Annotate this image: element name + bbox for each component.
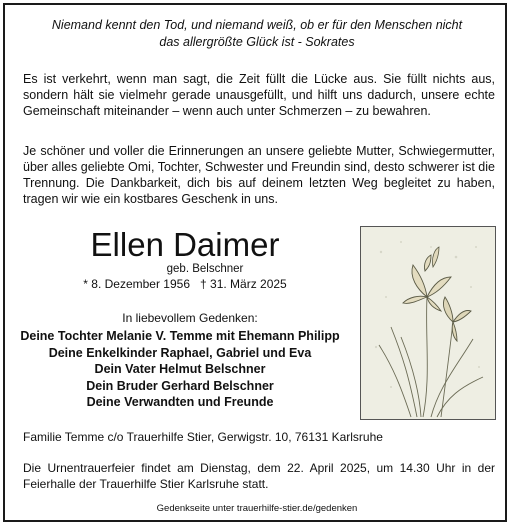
deceased-name: Ellen Daimer <box>90 226 280 263</box>
gedenken-label: In liebevollem Gedenken: <box>122 311 258 325</box>
survivor-line: Dein Bruder Gerhard Belschner <box>86 378 274 393</box>
quote <box>5 17 509 51</box>
survivor-line: Deine Verwandten und Freunde <box>86 395 274 409</box>
survivor-line: Deine Enkelkinder Raphael, Gabriel und Eva <box>48 345 312 360</box>
family-address: Familie Temme c/o Trauerhilfe Stier, Gerwigstr. 10, 76131 Karlsruhe <box>23 430 383 444</box>
quote-line-2: das allergrößte Glück ist - Sokrates <box>159 35 355 49</box>
maiden-name: geb. Belschner <box>166 263 244 275</box>
paragraph-2: Je schöner und voller die Erinnerungen an unsere geliebte Mutter, Schwiegermutter, über alles geliebte Omi, Tochter, Schwester und Freundin sind, desto schwerer ist die Trennung. Die Dankbarkeit, dich bis auf deinem letzten Weg begleitet zu haben, tragen wir wie ein kostbares Geschenk in uns. <box>23 144 495 206</box>
obituary-frame <box>3 3 507 522</box>
birth-date: * 8. Dezember 1956 <box>83 277 190 291</box>
quote-line-1: Niemand kennt den Tod, und niemand weiß, ob er für den Menschen nicht <box>51 18 463 32</box>
survivor-line: Dein Vater Helmut Belschner <box>94 362 266 376</box>
paragraph-1: Es ist verkehrt, wenn man sagt, die Zeit füllt die Lücke aus. Sie füllt nichts aus, sondern hält sie vielmehr gerade unausgefüllt, und hilft uns dadurch, unsere echte Gemeinschaft miteinander – wenn auch unter Schmerzen – zu bewahren. <box>23 72 495 118</box>
funeral-notice: Die Urnentrauerfeier findet am Dienstag, dem 22. April 2025, um 14.30 Uhr in der Feierhalle der Trauerhilfe Stier Karlsruhe statt. <box>23 461 495 491</box>
iris-flower-drawing-icon <box>360 226 496 420</box>
survivors-list <box>20 328 340 411</box>
life-dates <box>45 277 325 291</box>
survivor-line: Deine Tochter Melanie V. Temme mit Ehemann Philipp <box>20 329 340 343</box>
death-date: † 31. März 2025 <box>200 277 287 291</box>
memorial-website: Gedenkseite unter trauerhilfe-stier.de/gedenken <box>156 503 358 514</box>
